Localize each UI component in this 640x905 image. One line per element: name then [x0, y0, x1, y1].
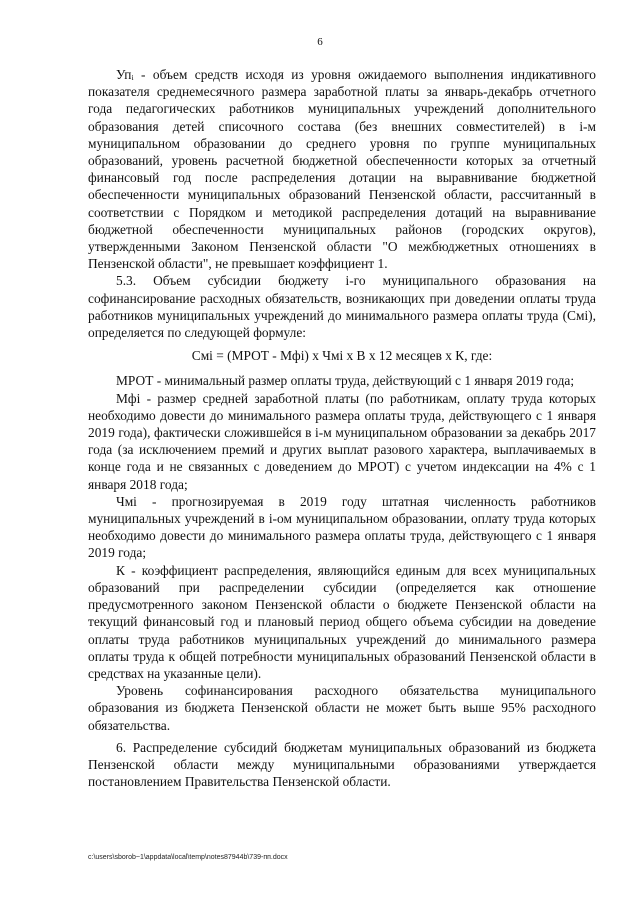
definition-mfi: Мфi - размер средней заработной платы (по работникам, оплату труда которых необходимо довести до минимального размера оплаты труда, действующего с 1 января 2019 года), фактически сложившейся в i-м муниципальном образовании за декабрь 2017 года (за исключением премий и других выплат разового характера, выплачиваемых в конце года и не связанных с доведением до МРОТ) с учетом индексации на 4% с 1 января 2018 года; [88, 390, 596, 492]
paragraph-section-5-3: 5.3. Объем субсидии бюджету i-го муниципального образования на софинансирование расходных обязательств, возникающих при доведении оплаты труда работников муниципальных учреждений до минимального размера оплаты труда (Смi), определяется по следующей формуле: [88, 273, 596, 341]
document-body [88, 66, 596, 790]
definition-chmi: Чмi - прогнозируемая в 2019 году штатная численность работников муниципальных учреждений в i-ом муниципальном образовании, оплату труда которых необходимо довести до минимального размера оплаты труда, действующего с 1 января 2019 года; [88, 493, 596, 561]
paragraph-section-6: 6. Распределение субсидий бюджетам муниципальных образований из бюджета Пензенской области между муниципальными образованиями утверждается постановлением Правительства Пензенской области. [88, 739, 596, 790]
paragraph-cofinancing-level: Уровень софинансирования расходного обязательства муниципального образования из бюджета Пензенской области не может быть выше 95% расходного обязательства. [88, 683, 596, 733]
definition-mrot: МРОТ - минимальный размер оплаты труда, действующий с 1 января 2019 года; [116, 373, 575, 389]
footer-file-path: c:\users\sborob~1\appdata\local\temp\notes87944b\739-пп.docx [88, 854, 288, 861]
paragraph-upi-definition: Упᵢ - объем средств исходя из уровня ожидаемого выполнения индикативного показателя среднемесячного размера заработной платы за январь-декабрь отчетного года педагогических работников муниципальных учреждений дополнительного образования детей списочного состава (без внешних совместителей) в i-м муниципальном образовании до среднего уровня по группе муниципальных образований, уровень расчетной бюджетной обеспеченности которых за отчетный финансовый год после распределения дотации на выравнивание бюджетной обеспеченности муниципальных образований Пензенской области, рассчитанный в соответствии с Порядком и методикой распределения дотаций на выравнивание бюджетной обеспеченности муниципальных районов (городских округов), утвержденными Законом Пензенской области "О межбюджетных отношениях в Пензенской области", не превышает коэффициент 1. [88, 67, 596, 272]
definition-k: К - коэффициент распределения, являющийся единым для всех муниципальных образований при распределении субсидии (определяется как отношение предусмотренного законом Пензенской области о бюджете Пензенской области на текущий финансовый год и плановый период общего объема субсидии на доведение оплаты труда работников муниципальных учреждений до минимального размера оплаты труда к общей потребности муниципальных образований Пензенской области в средствах на указанные цели). [88, 562, 596, 681]
formula: Смi = (МРОТ - Мфi) x Чмi x В x 12 месяцев x К, где: [191, 348, 493, 364]
page-number: 6 [317, 36, 323, 48]
